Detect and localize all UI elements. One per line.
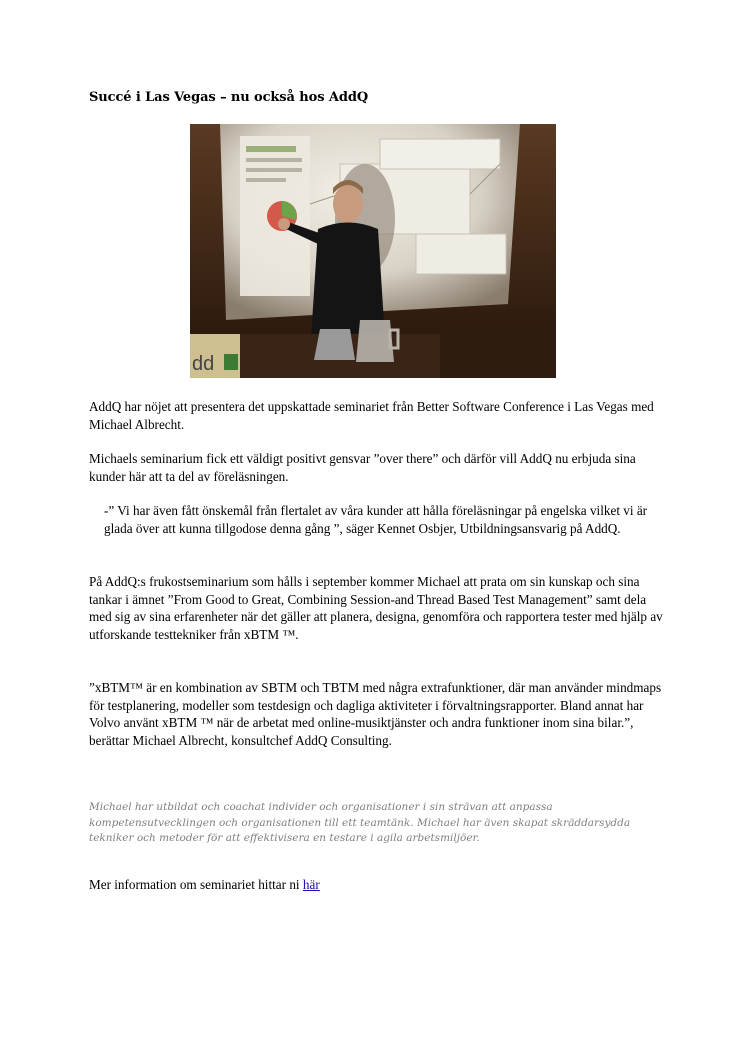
seminar-photo bbox=[190, 124, 556, 378]
quote-paragraph: -” Vi har även fått önskemål från flertalet av våra kunder att hålla föreläsningar på engelska vilket vi är glada över att kunna tillgodose denna gång ”, säger Kennet Osbjer, Utbildningsansvarig på AddQ. bbox=[104, 503, 648, 536]
response-paragraph: Michaels seminarium fick ett väldigt positivt gensvar ”over there” och därför vill AddQ nu erbjuda sina kunder här att ta del av föreläsningen. bbox=[89, 451, 636, 484]
more-info-text: Mer information om seminariet hittar ni bbox=[89, 877, 303, 892]
more-info-line bbox=[89, 876, 669, 894]
speaker-bio: Michael har utbildat och coachat individer och organisationer i sin strävan att anpassa kompetensutvecklingen och organisationen till ett teamtänk. Michael har även skapat skräddarsydda tekniker och metoder för att effektivisera en testare i agila arbetsmiljöer. bbox=[89, 801, 631, 844]
more-info-link[interactable]: här bbox=[302, 877, 320, 892]
addq-logo-text: dd bbox=[192, 353, 215, 375]
seminar-paragraph: På AddQ:s frukostseminarium som hålls i september kommer Michael att prata om sin kunskap och sina tankar i ämnet ”From Good to Great, Combining Session-and Thread Based Test Management” samt dela med sig av sina erfarenheter när det gäller att planera, designa, genomföra och rapportera tester med hjälp av utforskande testtekniker från xBTM ™. bbox=[89, 574, 663, 642]
article-title: Succé i Las Vegas – nu också hos AddQ bbox=[89, 90, 369, 105]
intro-paragraph: AddQ har nöjet att presentera det uppskattade seminariet från Better Software Conference i Las Vegas med Michael Albrecht. bbox=[89, 399, 654, 432]
xbtm-paragraph: ”xBTM™ är en kombination av SBTM och TBTM med några extrafunktioner, där man använder mindmaps för testplanering, modeller som testdesign och dagliga aktiviteter i förvaltningsrapporter. Bland annat har Volvo använt xBTM ™ när de arbetat med online-musiktjänster och andra funktioner inom sina bilar.”, berättar Michael Albrecht, konsultchef AddQ Consulting. bbox=[89, 680, 662, 748]
